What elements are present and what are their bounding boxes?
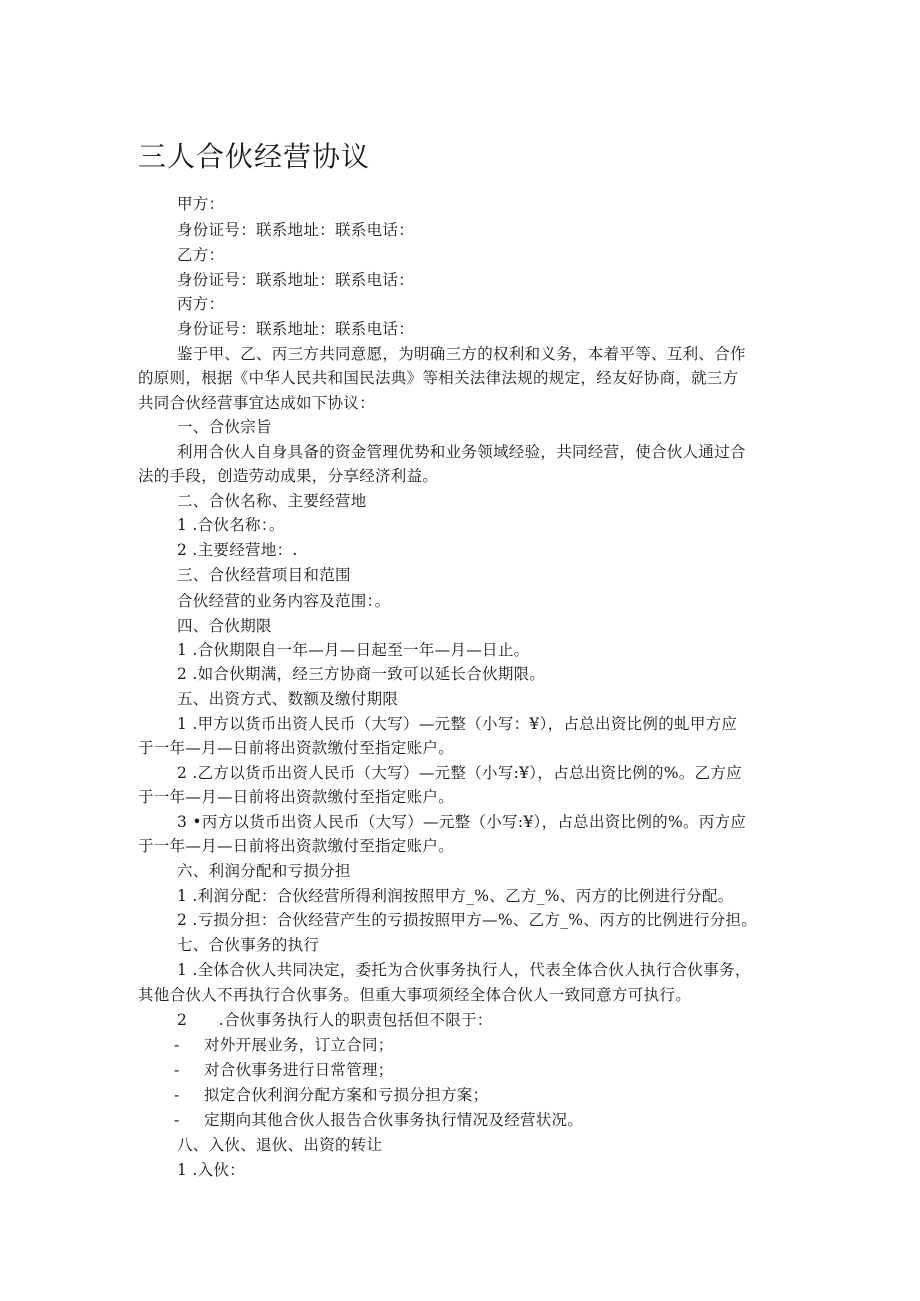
section-heading: 六、利润分配和亏损分担 — [177, 862, 351, 880]
party-c-info: 身份证号：联系地址：联系电话： — [177, 320, 415, 338]
list-item — [174, 1058, 394, 1082]
clause-item-continuation: 于一年—月—日前将出资款缴付至指定账户。 — [138, 837, 455, 855]
section-heading: 四、合伙期限 — [177, 617, 272, 635]
party-b-info: 身份证号：联系地址：联系电话： — [177, 271, 415, 289]
party-b-label: 乙方： — [177, 246, 225, 264]
section-heading: 五、出资方式、数额及缴付期限 — [177, 690, 399, 708]
clause-item-continuation: 于一年—月—日前将出资款缴付至指定账户。 — [138, 739, 455, 757]
clause-item: 1 .利润分配：合伙经营所得利润按照甲方_%、乙方_%、丙方的比例进行分配。 — [177, 887, 734, 905]
list-item-text: 拟定合伙利润分配方案和亏损分担方案； — [204, 1086, 489, 1104]
list-item — [174, 1108, 583, 1132]
clause-item: 2 .乙方以货币出资人民币（大写）—元整（小写:¥），占总出资比例的%。乙方应 — [177, 764, 742, 782]
clause-item: 2 .主要经营地：. — [177, 541, 298, 559]
section-body-line: 法的手段，创造劳动成果，分享经济利益。 — [138, 467, 439, 485]
clause-item: 2 .如合伙期满，经三方协商一致可以延长合伙期限。 — [177, 665, 546, 683]
bullet-mark: - — [174, 1086, 180, 1104]
list-item-text: 定期向其他合伙人报告合伙事务执行情况及经营状况。 — [204, 1111, 584, 1129]
bullet-mark: - — [174, 1111, 180, 1129]
section-heading: 二、合伙名称、主要经营地 — [177, 492, 367, 510]
section-body-line: 利用合伙人自身具备的资金管理优势和业务领域经验，共同经营，使合伙人通过合 — [177, 443, 746, 461]
clause-item: 2 .合伙事务执行人的职责包括但不限于： — [177, 1011, 493, 1029]
section-heading: 一、合伙宗旨 — [177, 418, 272, 436]
clause-item: 1 .入伙： — [177, 1161, 246, 1179]
clause-item: 1 .甲方以货币出资人民币（大写）—元整（小写：¥），占总出资比例的虬甲方应 — [177, 715, 738, 733]
list-item — [174, 1033, 394, 1057]
preamble-line: 的原则，根据《中华人民共和国民法典》等相关法律法规的规定，经友好协商，就三方 — [138, 369, 739, 387]
preamble-line: 鉴于甲、乙、丙三方共同意愿，为明确三方的权利和义务，本着平等、互利、合作 — [177, 345, 746, 363]
bullet-mark: - — [174, 1061, 180, 1079]
list-item-text: 对外开展业务，订立合同； — [204, 1036, 394, 1054]
clause-item: 1 .合伙期限自一年—月—日起至一年—月—日止。 — [177, 641, 530, 659]
section-heading: 七、合伙事务的执行 — [177, 936, 320, 954]
preamble-line: 共同合伙经营事宜达成如下协议： — [138, 394, 376, 412]
clause-item-continuation: 于一年—月—日前将出资款缴付至指定账户。 — [138, 788, 455, 806]
party-a-label: 甲方： — [177, 195, 225, 213]
list-item-text: 对合伙事务进行日常管理； — [204, 1061, 394, 1079]
bullet-mark: - — [174, 1036, 180, 1054]
clause-item: 2 .亏损分担：合伙经营产生的亏损按照甲方—%、乙方_%、丙方的比例进行分担。 — [177, 911, 758, 929]
party-c-label: 丙方： — [177, 295, 225, 313]
clause-item: 1 .全体合伙人共同决定，委托为合伙事务执行人，代表全体合伙人执行合伙事务， — [177, 961, 751, 979]
clause-item: 1 .合伙名称：。 — [177, 516, 285, 534]
section-body-line: 合伙经营的业务内容及范围：。 — [177, 592, 391, 610]
document-title: 三人合伙经营协议 — [138, 140, 371, 173]
party-a-info: 身份证号：联系地址：联系电话： — [177, 221, 415, 239]
clause-item: 3 •丙方以货币出资人民币（大写）—元整（小写:¥），占总出资比例的%。丙方应 — [177, 813, 747, 831]
list-item — [174, 1083, 488, 1107]
section-heading: 八、入伙、退伙、出资的转让 — [177, 1136, 383, 1154]
section-heading: 三、合伙经营项目和范围 — [177, 566, 351, 584]
clause-item-continuation: 其他合伙人不再执行合伙事务。但重大事项须经全体合伙人一致同意方可执行。 — [138, 986, 692, 1004]
